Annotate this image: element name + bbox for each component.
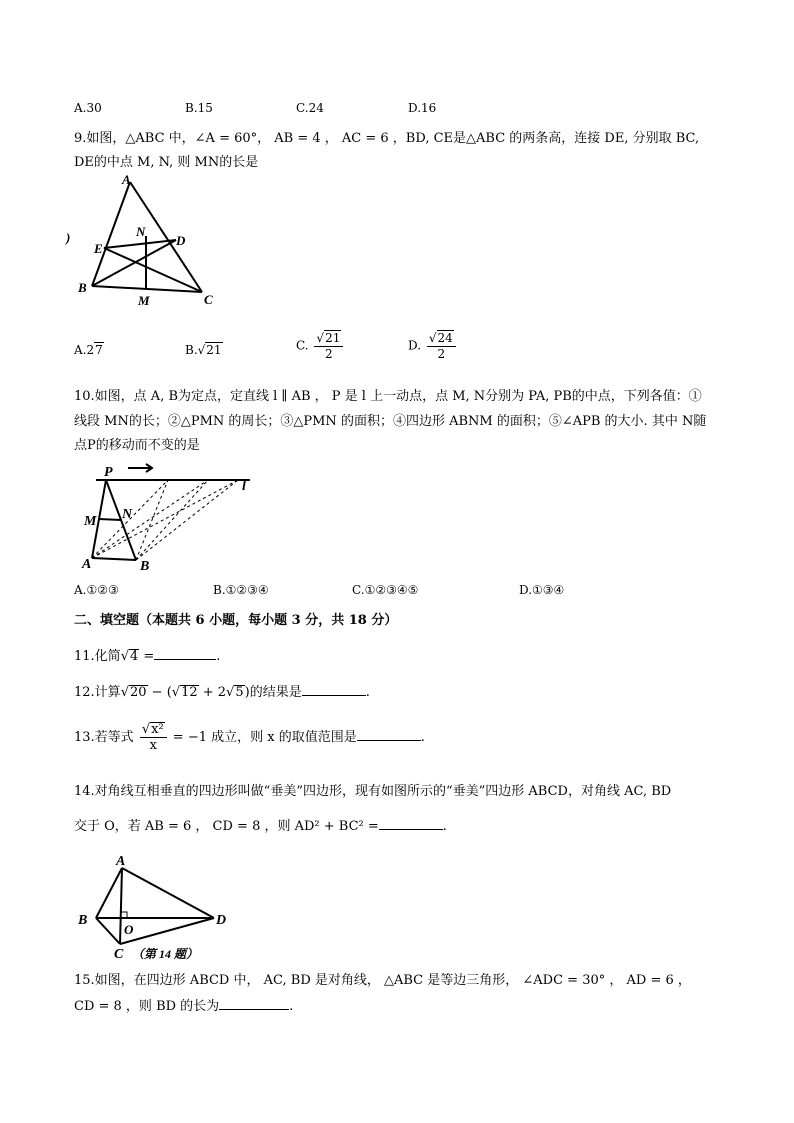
- q10-label-m: M: [84, 514, 97, 529]
- q14-label-b: B: [78, 913, 88, 928]
- q13: 13.若等式 $\frac{\text{√x²}}{x}$ = −1 成立，则 x 的取值范围是 .: [74, 722, 425, 753]
- q9-label-n: N: [136, 224, 146, 239]
- q9-triangle-figure: [64, 170, 224, 310]
- q10-option-c: C.①②③④⑤: [352, 583, 419, 597]
- q14-label-d: D: [216, 913, 227, 928]
- q14-answer-blank: [379, 817, 443, 830]
- q10-stem-line2: 线段 MN的长；②△PMN 的周长；③△PMN 的面积；④四边形 ABNM 的面积；⑤∠APB 的大小. 其中 N随: [74, 414, 707, 429]
- q15-stem-line1: 15.如图，在四边形 ABCD 中， AC, BD 是对角线， △ABC 是等边三角形， ∠ADC = 30° ， AD = 6 ，: [74, 973, 691, 988]
- q10-label-p: P: [104, 465, 113, 480]
- q10-segment-ab: [92, 558, 136, 560]
- q9-stem-line1: 9.如图，△ABC 中，∠A = 60°， AB = 4 ， AC = 6 ，BD, CE是△ABC 的两条高，连接 DE, 分别取 BC,: [74, 131, 700, 146]
- q9-stem-line2: DE的中点 M, N, 则 MN的长是: [74, 155, 259, 170]
- q11: 11.化简√4 = .: [74, 649, 221, 664]
- q9-fig-mark: ): [66, 230, 71, 245]
- q9-label-m: M: [138, 293, 150, 308]
- q14-side-cd: [120, 918, 214, 944]
- q10-stem-line1: 10.如图，点 A, B为定点，定直线 l ∥ AB ， P 是 l 上一动点，点 M, N分别为 PA, PB的中点，下列各值：①: [74, 389, 702, 404]
- q8-option-c: C.24: [296, 101, 324, 115]
- q13-answer-blank: [357, 728, 421, 741]
- q9-side-ab: [92, 182, 130, 286]
- q9-option-d: D. $\frac{√24}{2}$: [408, 330, 458, 362]
- q11-answer-blank: [154, 647, 216, 660]
- q14-stem-line2: 交于 O，若 AB = 6 ， CD = 8 ，则 AD² + BC² = .: [74, 819, 447, 834]
- q14-label-a: A: [116, 854, 126, 869]
- q10-option-b: B.①②③④: [213, 583, 269, 597]
- q10-label-a: A: [82, 557, 92, 572]
- q9-label-b: B: [78, 280, 87, 295]
- q9-label-c: C: [204, 292, 213, 307]
- q9-altitude-bd: [92, 240, 176, 286]
- q9-label-a: A: [122, 172, 131, 187]
- q10-label-n: N: [122, 507, 133, 522]
- q14-side-da: [122, 868, 214, 918]
- q8-option-d: D.16: [408, 101, 437, 115]
- q14-side-ab: [96, 868, 122, 918]
- q12-answer-blank: [302, 683, 366, 696]
- q15-stem-line2: CD = 8 ，则 BD 的长为 .: [74, 999, 294, 1014]
- q10-stem-line3: 点P的移动而不变的是: [74, 438, 200, 453]
- q9-option-c: C. $\frac{√21}{2}$: [296, 330, 345, 362]
- q9-option-a: A.27: [74, 343, 103, 357]
- q8-option-a: A.30: [74, 101, 102, 115]
- q14-quadrilateral-figure: [74, 852, 244, 960]
- q8-option-b: B.15: [185, 101, 213, 115]
- q10-moving-point-figure: [78, 458, 258, 578]
- q12: 12.计算√20 − (√12 + 2√5)的结果是 .: [74, 685, 370, 700]
- q14-stem-line1: 14.对角线互相垂直的四边形叫做“垂美”四边形，现有如图所示的“垂美”四边形 ABCD，对角线 AC, BD: [74, 784, 672, 799]
- q10-label-l: l: [242, 479, 246, 494]
- q14-label-o: O: [124, 922, 134, 937]
- q10-option-d: D.①③④: [519, 583, 565, 597]
- q14-diagonal-ac: [120, 868, 122, 944]
- q14-side-bc: [96, 918, 120, 944]
- q10-segment-mn: [99, 519, 121, 520]
- q14-fig-caption: （第 14 题）: [132, 947, 199, 960]
- q15-answer-blank: [219, 997, 289, 1010]
- q10-label-b: B: [140, 559, 150, 574]
- section-2-heading: 二、填空题（本题共 6 小题，每小题 3 分，共 18 分）: [74, 613, 398, 628]
- q9-option-b: B.√21: [185, 343, 222, 357]
- q10-option-a: A.①②③: [74, 583, 119, 597]
- q9-label-d: D: [176, 233, 186, 248]
- q9-label-e: E: [94, 241, 103, 256]
- q14-label-c: C: [114, 947, 124, 960]
